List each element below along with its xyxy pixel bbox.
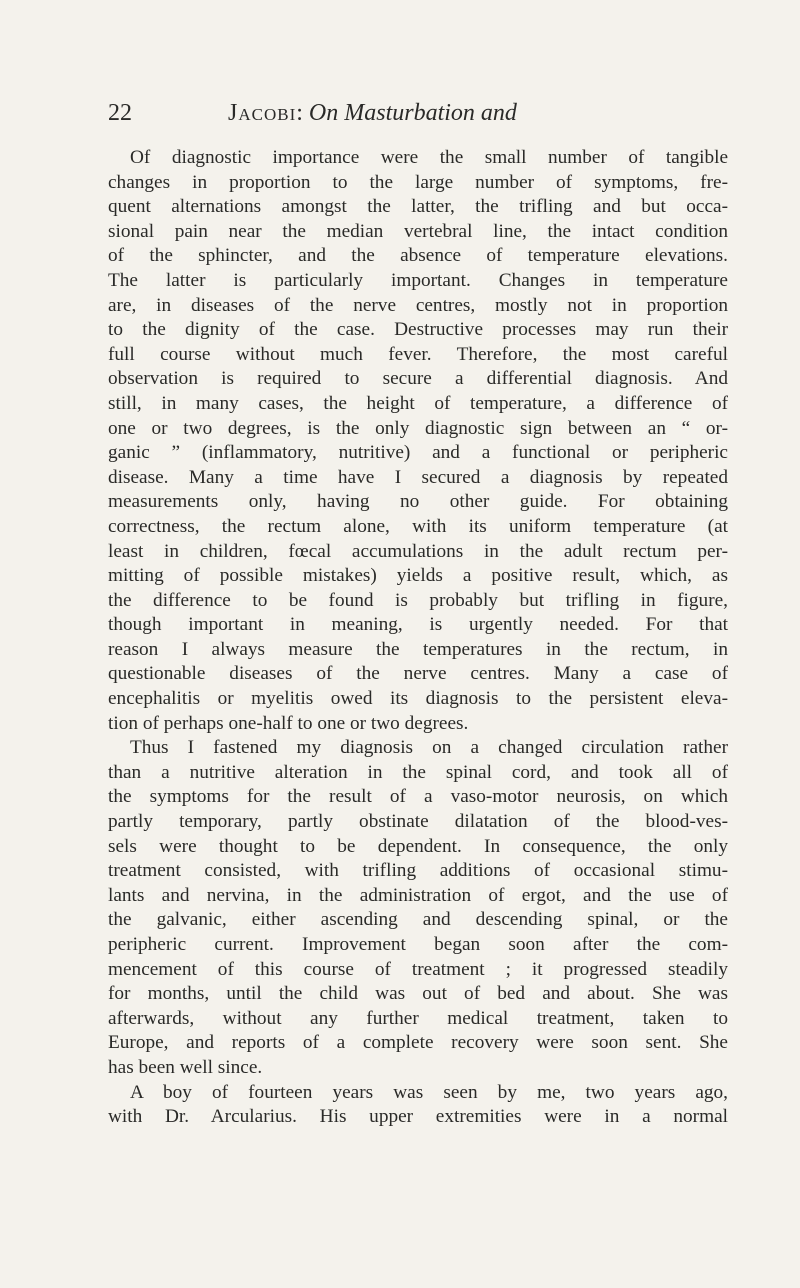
text-line: lants and nervina, in the administration of ergot, and the use of xyxy=(108,884,728,906)
text-line: Of diagnostic importance were the small number of tangible xyxy=(130,147,728,168)
text-line: disease. Many a time have I secured a diagnosis by repeated xyxy=(108,466,728,488)
text-line: has been well since. xyxy=(108,1056,263,1078)
text-line: the difference to be found is probably but trifling in figure, xyxy=(108,589,728,611)
text-line: Thus I fastened my diagnosis on a changed circulation rather xyxy=(130,737,728,759)
text-line: the symptoms for the result of a vaso-motor neurosis, on which xyxy=(108,786,728,808)
text-line: with Dr. Arcularius. His upper extremities were in a normal xyxy=(108,1106,728,1128)
text-line: least in children, fœcal accumulations in the adult rectum per- xyxy=(108,540,728,562)
running-head-separator: : xyxy=(296,100,303,126)
text-line: measurements only, having no other guide. For obtaining xyxy=(108,491,728,513)
text-line: full course without much fever. Therefore, the most careful xyxy=(108,343,728,365)
running-head-title: On Masturbation and xyxy=(308,100,517,126)
text-line: are, in diseases of the nerve centres, mostly not in proportion xyxy=(108,294,728,316)
text-line: reason I always measure the temperatures in the rectum, in xyxy=(108,638,728,660)
page-number: 22 xyxy=(108,100,132,126)
text-line: mencement of this course of treatment ; it progressed steadily xyxy=(108,958,728,980)
text-line: tion of perhaps one-half to one or two degrees. xyxy=(108,712,469,734)
text-line: encephalitis or myelitis owed its diagnosis to the persistent eleva- xyxy=(108,688,728,710)
text-line: mitting of possible mistakes) yields a positive result, which, as xyxy=(108,565,728,587)
text-line: sels were thought to be dependent. In consequence, the only xyxy=(108,835,728,857)
text-line: Europe, and reports of a complete recovery were soon sent. She xyxy=(108,1032,728,1054)
text-line: observation is required to secure a differential diagnosis. And xyxy=(108,368,728,390)
text-line: The latter is particularly important. Changes in temperature xyxy=(108,269,728,291)
text-line: quent alternations amongst the latter, the trifling and but occa- xyxy=(108,196,728,218)
text-line: to the dignity of the case. Destructive processes may run their xyxy=(108,319,728,341)
text-line: sional pain near the median vertebral line, the intact condition xyxy=(108,220,728,242)
text-line: still, in many cases, the height of temperature, a difference of xyxy=(108,392,728,414)
text-line: afterwards, without any further medical treatment, taken to xyxy=(108,1007,728,1029)
text-line: of the sphincter, and the absence of temperature elevations. xyxy=(108,245,728,267)
running-head-author: Jacobi xyxy=(228,100,297,126)
text-line: peripheric current. Improvement began soon after the com- xyxy=(108,934,728,955)
text-line: A boy of fourteen years was seen by me, two years ago, xyxy=(130,1081,728,1103)
text-line: treatment consisted, with trifling additions of occasional stimu- xyxy=(108,860,728,882)
text-line: than a nutritive alteration in the spinal cord, and took all of xyxy=(108,761,728,783)
body-text xyxy=(108,146,728,1130)
text-line: changes in proportion to the large number of symptoms, fre- xyxy=(108,171,728,193)
text-line: the galvanic, either ascending and descending spinal, or the xyxy=(108,909,728,931)
text-line: though important in meaning, is urgently needed. For that xyxy=(108,614,728,636)
text-line: one or two degrees, is the only diagnostic sign between an “ or- xyxy=(108,417,728,439)
text-line: questionable diseases of the nerve centres. Many a case of xyxy=(108,663,728,685)
text-line: partly temporary, partly obstinate dilatation of the blood-ves- xyxy=(108,811,728,833)
text-line: ganic ” (inflammatory, nutritive) and a functional or peripheric xyxy=(108,442,728,464)
text-line: correctness, the rectum alone, with its uniform temperature (at xyxy=(108,515,728,537)
text-line: for months, until the child was out of bed and about. She was xyxy=(108,983,728,1005)
running-head xyxy=(108,96,728,130)
